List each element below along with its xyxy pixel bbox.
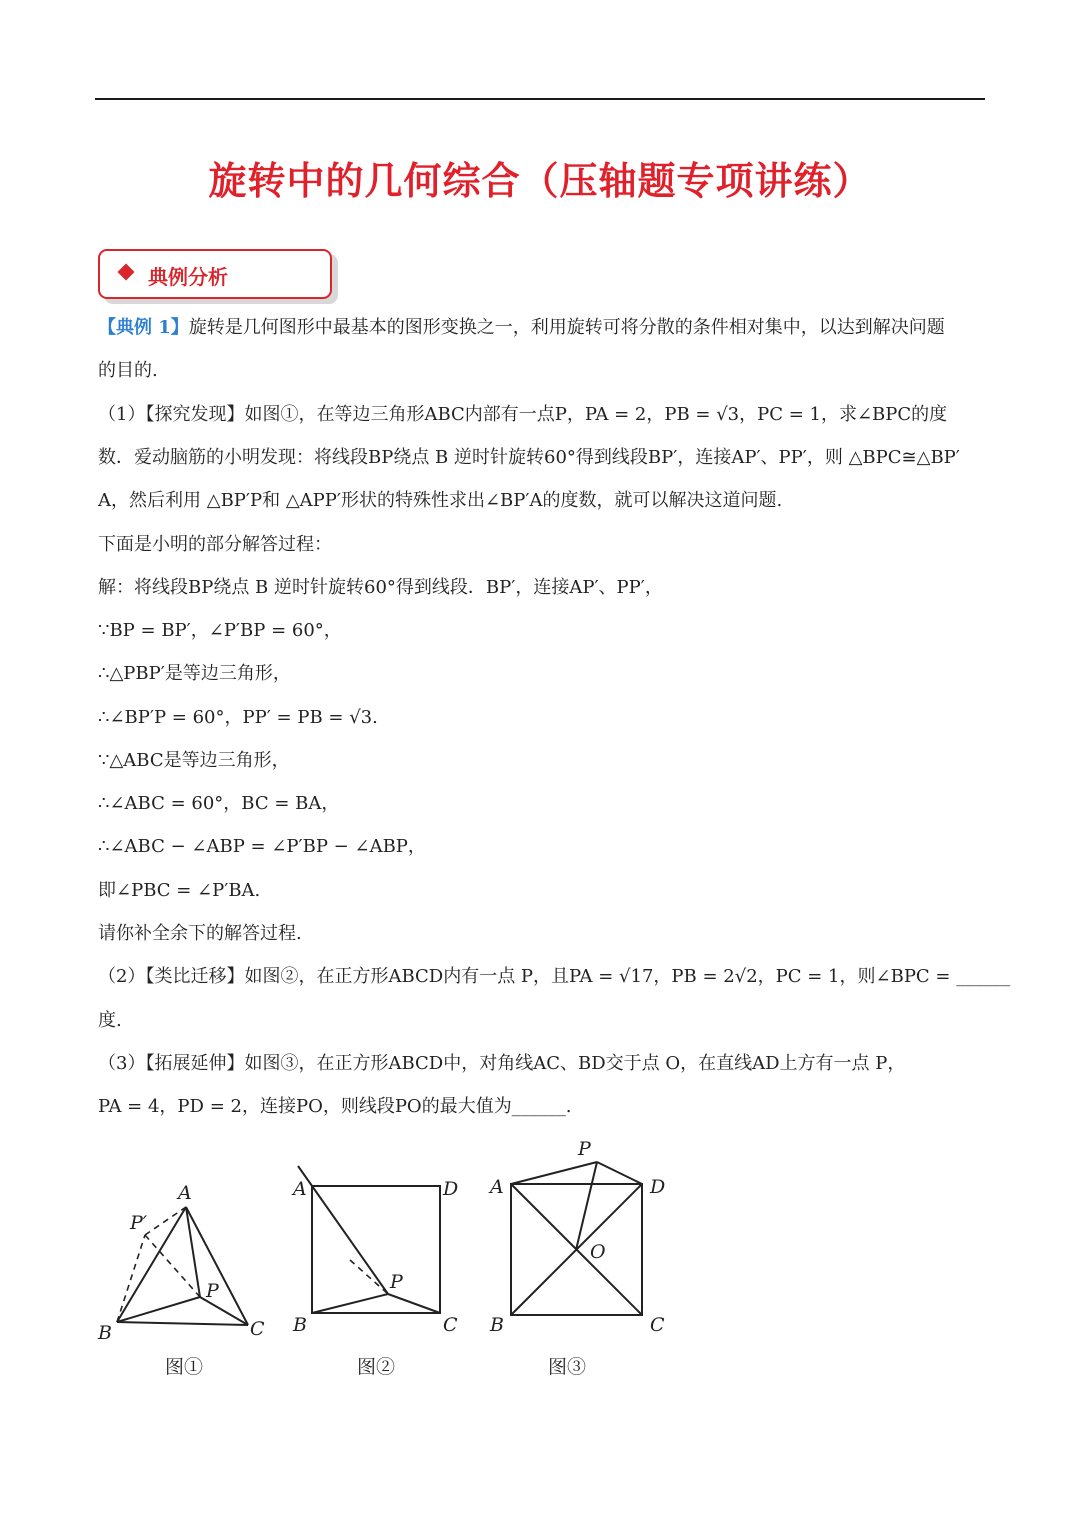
example-intro-line-2: 的目的. <box>98 360 158 381</box>
label-P: P <box>206 1280 219 1302</box>
label-Pprime: P′ <box>130 1212 148 1234</box>
line-PA <box>511 1162 597 1184</box>
section-header <box>98 249 332 299</box>
part2-line-1: （2）【类比迁移】如图②，在正方形ABCD内有一点 P，且PA = √17，PB = 2√2，PC = 1，则∠BPC = ______ <box>98 966 1011 987</box>
label-A: A <box>178 1182 192 1204</box>
part3-line-2: PA = 4，PD = 2，连接PO，则线段PO的最大值为______. <box>98 1096 572 1117</box>
part1-line-1: （1）【探究发现】如图①，在等边三角形ABC内部有一点P，PA = 2，PB = √3，PC = 1，求∠BPC的度 <box>98 404 948 425</box>
dashed-PpA <box>145 1207 186 1235</box>
line-PO <box>576 1162 597 1250</box>
label-C: C <box>443 1314 458 1336</box>
solution-line-2: ∵BP = BP′，∠P′BP = 60°， <box>98 620 342 641</box>
label-C: C <box>250 1318 265 1340</box>
line-PD <box>597 1162 642 1184</box>
diamond-icon <box>118 264 135 281</box>
solution-line-9: 请你补全余下的解答过程. <box>98 923 302 944</box>
solution-line-5: ∵△ABC是等边三角形， <box>98 750 290 771</box>
figure-3 <box>480 1135 690 1350</box>
part1-line-2: 数．爱动脑筋的小明发现：将线段BP绕点 B 逆时针旋转60°得到线段BP′，连接AP′、PP′，则 △BPC≅△BP′ <box>98 447 960 468</box>
figure-3-caption: 图③ <box>548 1356 587 1378</box>
part2-line-2: 度. <box>98 1010 122 1031</box>
figure-1 <box>90 1135 280 1350</box>
solution-line-8: 即∠PBC = ∠P′BA. <box>98 880 261 901</box>
label-B: B <box>490 1314 504 1336</box>
label-B: B <box>293 1314 307 1336</box>
dashed-segment <box>350 1260 388 1294</box>
label-B: B <box>98 1322 112 1344</box>
line-BP <box>312 1294 388 1313</box>
square-ABCD <box>312 1186 440 1313</box>
label-P: P <box>390 1271 403 1293</box>
part3-line-1: （3）【拓展延伸】如图③，在正方形ABCD中，对角线AC、BD交于点 O，在直线AD上方有一点 P， <box>98 1053 906 1074</box>
figure-1-caption: 图① <box>165 1356 204 1378</box>
solution-line-3: ∴△PBP′是等边三角形， <box>98 663 291 684</box>
example-intro-line: 【典例 1】旋转是几何图形中最基本的图形变换之一，利用旋转可将分散的条件相对集中，以达到解决问题 <box>98 317 945 338</box>
solution-line-1: 解：将线段BP绕点 B 逆时针旋转60°得到线段．BP′，连接AP′、PP′， <box>98 577 663 598</box>
example-tag: 【典例 1】 <box>98 317 189 338</box>
label-O: O <box>590 1241 606 1263</box>
label-D: D <box>650 1176 666 1198</box>
figure-2 <box>285 1135 475 1350</box>
label-C: C <box>650 1314 665 1336</box>
label-P: P <box>578 1138 591 1160</box>
page-title: 旋转中的几何综合（压轴题专项讲练） <box>208 159 872 203</box>
solution-line-4: ∴∠BP′P = 60°，PP′ = PB = √3. <box>98 707 378 728</box>
label-D: D <box>443 1178 459 1200</box>
solution-line-7: ∴∠ABC − ∠ABP = ∠P′BP − ∠ABP， <box>98 836 426 857</box>
label-A: A <box>490 1176 504 1198</box>
dashed-BPp <box>117 1235 145 1322</box>
line-PC <box>388 1294 440 1313</box>
part1-line-3: A，然后利用 △BP′P和 △APP′形状的特殊性求出∠BP′A的度数，就可以解决这道问题. <box>98 490 783 511</box>
section-label: 典例分析 <box>148 265 228 289</box>
figure-2-caption: 图② <box>357 1356 396 1378</box>
label-A: A <box>293 1178 307 1200</box>
edge-BC <box>117 1322 248 1325</box>
solution-line-6: ∴∠ABC = 60°，BC = BA， <box>98 793 340 814</box>
header-rule <box>95 98 985 100</box>
part1-line-4: 下面是小明的部分解答过程： <box>98 534 332 555</box>
